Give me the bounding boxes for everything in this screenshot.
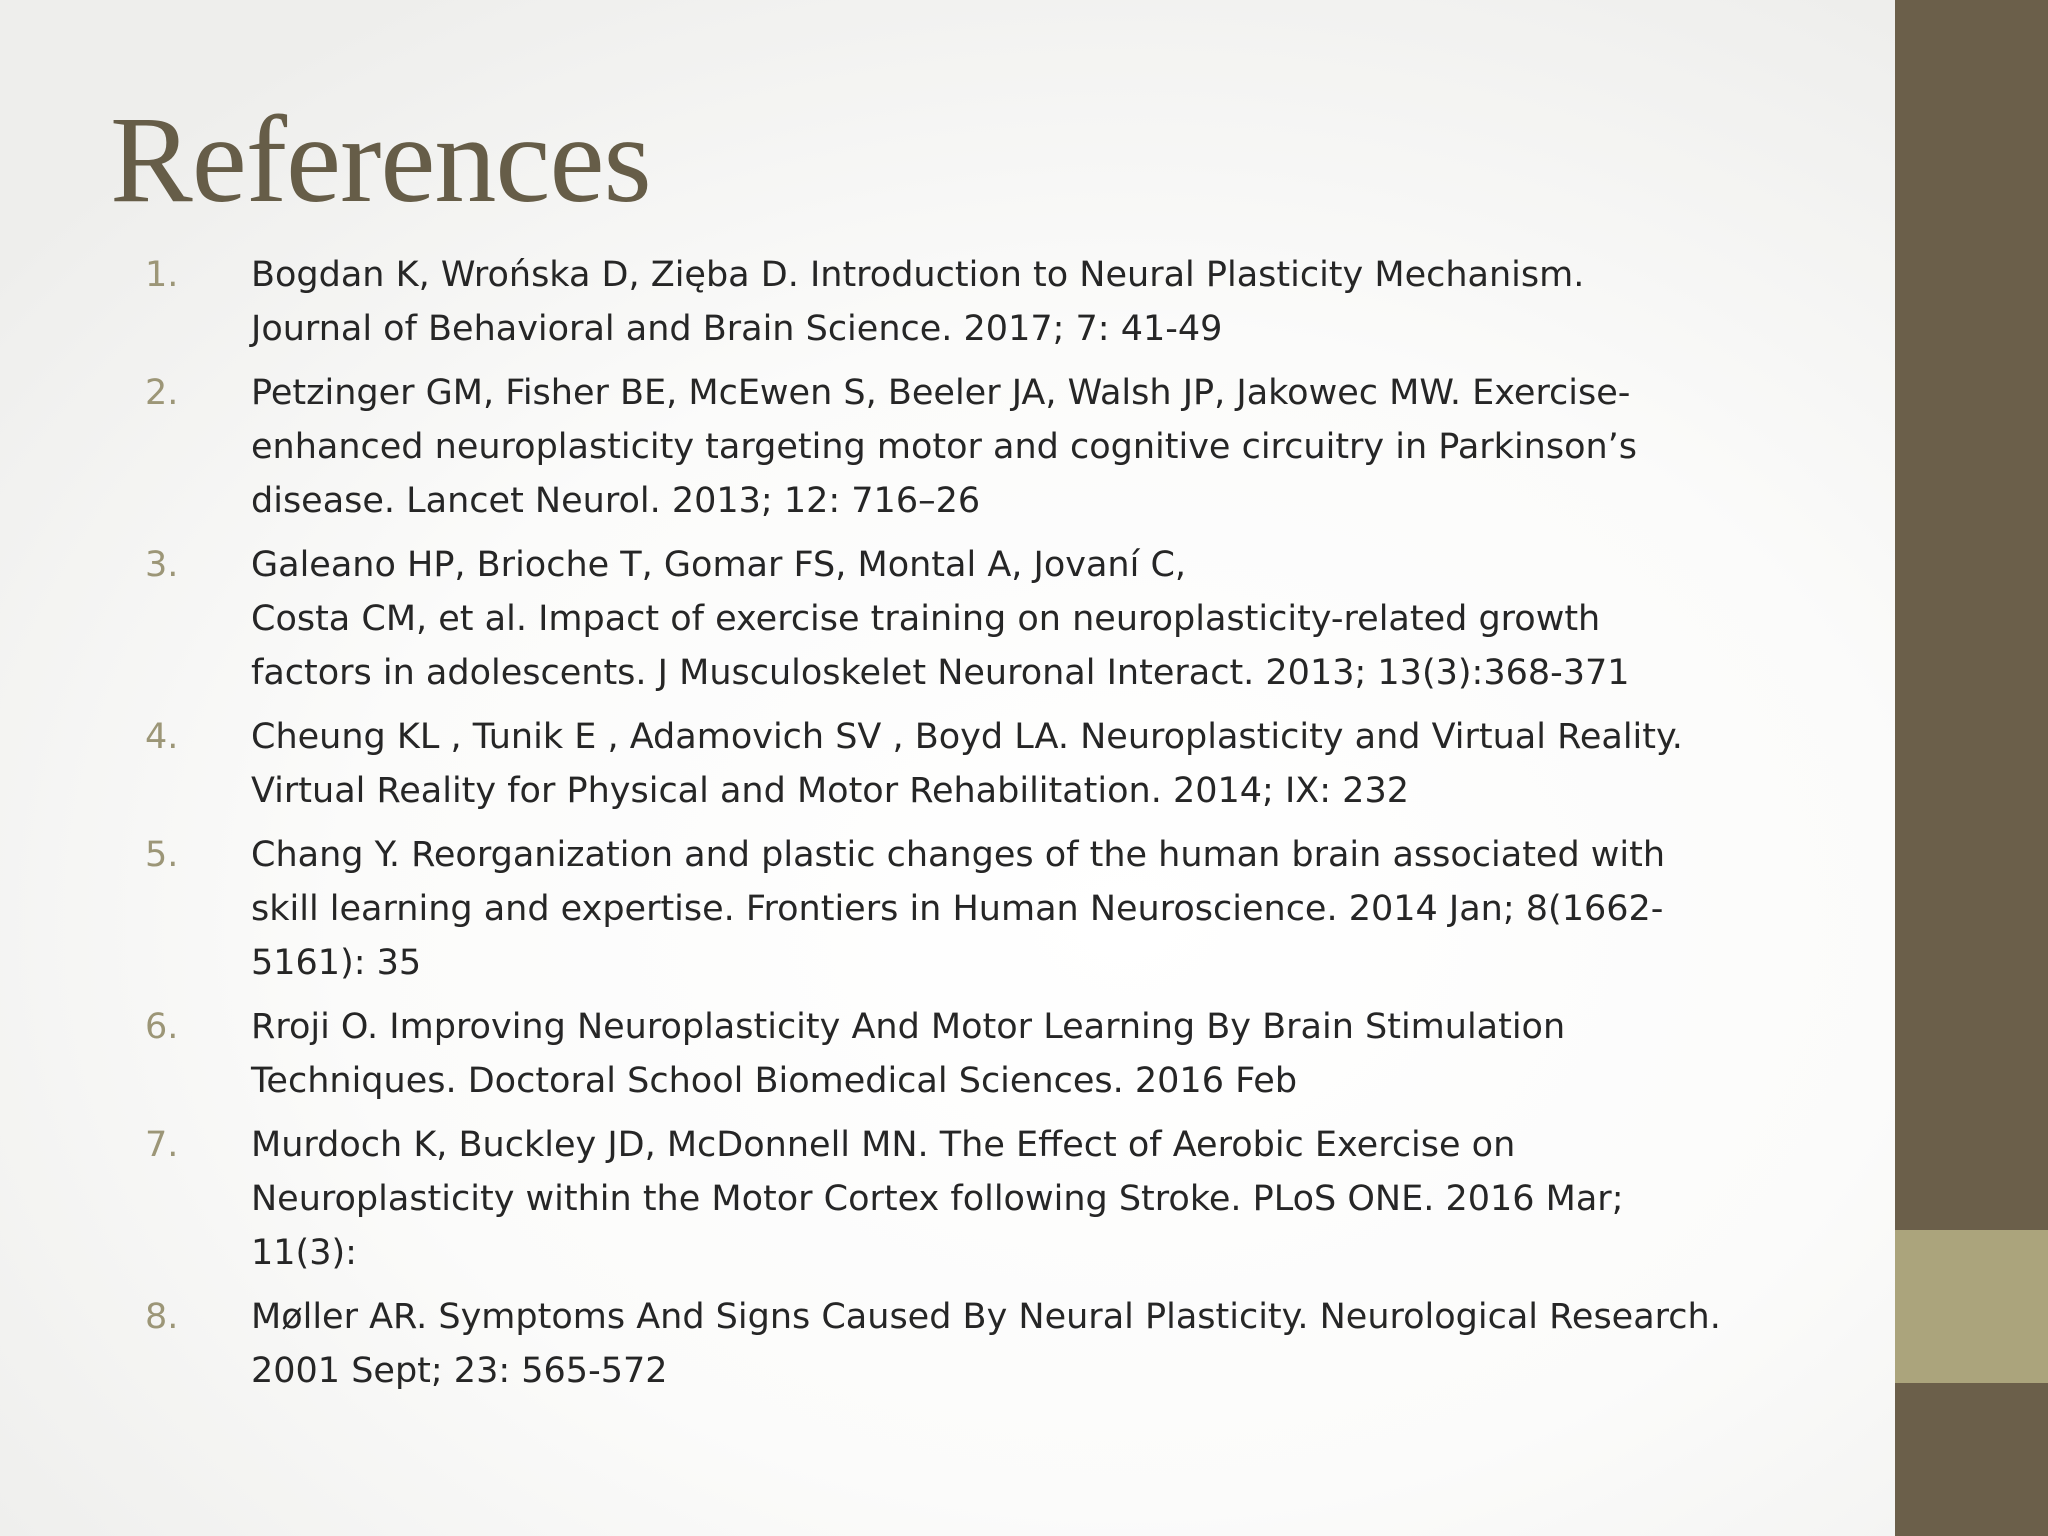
reference-item [145, 710, 1815, 818]
reference-item [145, 1118, 1815, 1280]
reference-number: 5. [145, 835, 179, 875]
slide-title: References [110, 91, 651, 228]
reference-text: Chang Y. Reorganization and plastic changes of the human brain associated with skill learning and expertise. Frontiers in Human Neuroscience. 2014 Jan; 8(1662- 5161): 35 [251, 835, 1666, 983]
reference-number: 8. [145, 1297, 179, 1337]
decorative-side-accent [1895, 1230, 2048, 1383]
reference-item [145, 1290, 1815, 1398]
reference-text: Møller AR. Symptoms And Signs Caused By Neural Plasticity. Neurological Research. 2001 Sept; 23: 565-572 [251, 1297, 1721, 1391]
reference-number: 4. [145, 717, 179, 757]
reference-text: Cheung KL , Tunik E , Adamovich SV , Boyd LA. Neuroplasticity and Virtual Reality. Virtual Reality for Physical and Motor Rehabilitation. 2014; IX: 232 [251, 717, 1683, 811]
reference-item [145, 366, 1815, 528]
reference-list [145, 248, 1815, 1408]
reference-number: 2. [145, 373, 179, 413]
reference-item [145, 1000, 1815, 1108]
reference-number: 7. [145, 1125, 179, 1165]
reference-item [145, 538, 1815, 700]
reference-text: Galeano HP, Brioche T, Gomar FS, Montal A, Jovaní C, Costa CM, et al. Impact of exercise training on neuroplasticity-related growth factors in adolescents. J Musculoskelet Neuronal Interact. 2013; 13(3):368-371 [251, 545, 1630, 693]
reference-number: 1. [145, 255, 179, 295]
reference-text: Petzinger GM, Fisher BE, McEwen S, Beeler JA, Walsh JP, Jakowec MW. Exercise- enhanced neuroplasticity targeting motor and cognitive circuitry in Parkinson’s disease. Lancet Neurol. 2013; 12: 716–26 [251, 373, 1638, 521]
reference-number: 3. [145, 545, 179, 585]
reference-item [145, 828, 1815, 990]
reference-item [145, 248, 1815, 356]
reference-text: Rroji O. Improving Neuroplasticity And Motor Learning By Brain Stimulation Techniques. Doctoral School Biomedical Sciences. 2016 Feb [251, 1007, 1566, 1101]
reference-text: Murdoch K, Buckley JD, McDonnell MN. The Effect of Aerobic Exercise on Neuroplasticity within the Motor Cortex following Stroke. PLoS ONE. 2016 Mar; 11(3): [251, 1125, 1624, 1273]
reference-text: Bogdan K, Wrońska D, Zięba D. Introduction to Neural Plasticity Mechanism. Journal of Behavioral and Brain Science. 2017; 7: 41-49 [251, 255, 1585, 349]
reference-number: 6. [145, 1007, 179, 1047]
